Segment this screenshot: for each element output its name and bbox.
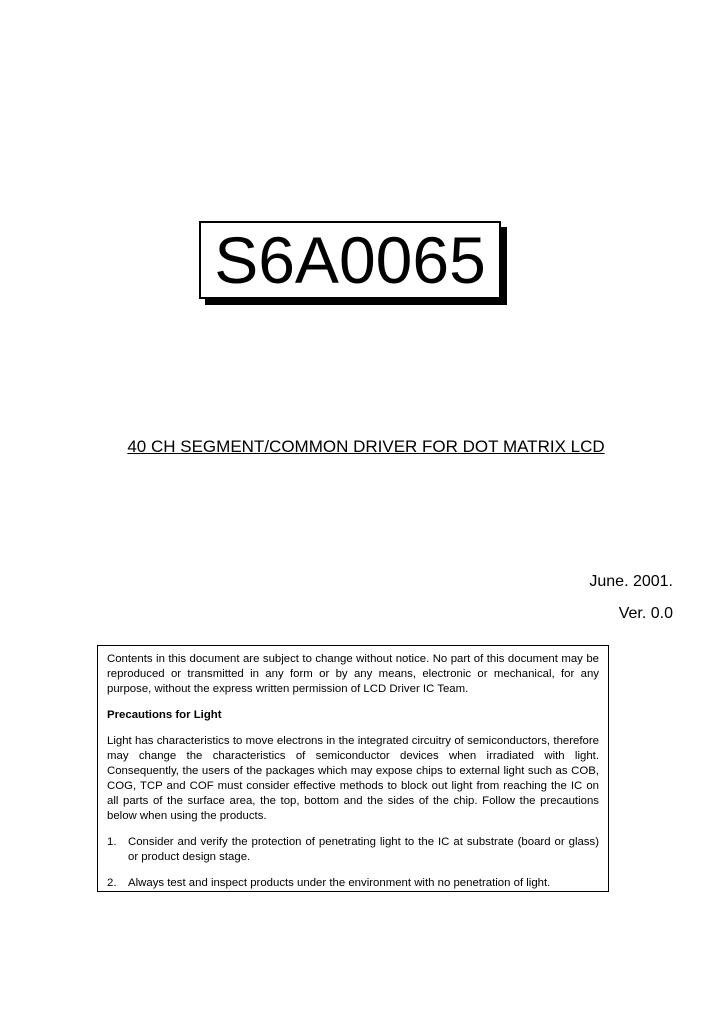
list-item-text: Always test and inspect products under the environment with no penetration of light. <box>128 877 551 889</box>
document-subtitle <box>0 437 720 457</box>
list-item <box>107 876 599 891</box>
document-version: Ver. 0.0 <box>618 605 673 622</box>
list-item-text: Consider and verify the protection of penetrating light to the IC at substrate (board or glass) or product design stage. <box>128 836 599 863</box>
precautions-heading: Precautions for Light <box>107 709 222 721</box>
document-date: June. 2001. <box>589 573 673 590</box>
notice-intro: Contents in this document are subject to change without notice. No part of this document may be reproduced or transmitted in any form or by any means, electronic or mechanical, for any purpose, without the express written permission of LCD Driver IC Team. <box>107 653 599 695</box>
list-item <box>107 835 599 865</box>
list-item-number: 1. <box>107 836 117 848</box>
notice-box <box>97 645 609 892</box>
list-item-number: 2. <box>107 877 117 889</box>
precautions-body: Light has characteristics to move electrons in the integrated circuitry of semiconductors, therefore may change the characteristics of semiconductor devices when irradiated with light. Consequently, the users of the packages which may expose chips to external light such as COB, COG, TCP and COF must consider effective methods to block out light from reaching the IC on all parts of the surface area, the top, bottom and the sides of the chip. Follow the precautions below when using the products. <box>107 735 599 822</box>
subtitle-text: 40 CH SEGMENT/COMMON DRIVER FOR DOT MATRIX LCD <box>127 437 605 456</box>
title-box <box>199 221 501 299</box>
document-title: S6A0065 <box>214 223 486 297</box>
